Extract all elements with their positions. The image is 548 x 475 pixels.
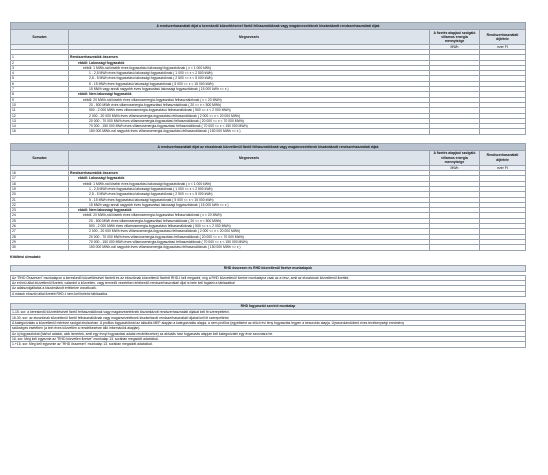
row-label: 2,5 - 5 MWh éves fogyasztású lakossági fogyasztóknak ( 2 500 <= x < 5 000 kWh)	[69, 76, 430, 81]
explanation-label: Kitöltési útmutató	[10, 254, 41, 259]
row-label: 500 - 2 000 MWh éves villamosenergia-fogyasztású felhasználóknak ( 500 <= x < 2 000 MWh)	[69, 108, 430, 113]
row-number: 7	[11, 87, 69, 92]
rhd-table-via-trader	[10, 22, 526, 135]
row-label: 150 000 MWh-nál nagyobb éves villamosenergia-fogyasztású felhasználóknak ( 150 000 MWh <= x )	[69, 245, 430, 250]
notes-body	[11, 310, 526, 348]
row-label: 15 MWh vagy annál nagyobb éves fogyasztású lakossági fogyasztóknak ( 15 000 kWh <= x )	[69, 87, 430, 92]
note-text: A mások elosztói által fizetett RHD-t nem kell beletni táblázatba.	[11, 291, 526, 296]
col-header-megnevezes: Megnevezés	[69, 30, 430, 45]
row-number: 13	[11, 118, 69, 123]
row-number: 4	[11, 71, 69, 76]
row-label: ebből: Nem lakossági fogyasztók	[69, 208, 430, 213]
table-row	[11, 245, 526, 250]
note-text: 1.+16. sor: Meg kell egyeznie az "RHD összesen" munkalap 13. sorában megadott adatokkal.	[11, 342, 526, 347]
notes-table-consumer	[10, 303, 526, 348]
table-title-row	[11, 143, 526, 150]
col-header-dijtetel: Rendszerhasználati díjtétele	[480, 30, 526, 45]
row-number: 11	[11, 108, 69, 113]
col-header-mennyiseg: A fizetés alapjául szolgáló villamos energia mennyisége	[429, 150, 479, 165]
row-number: 30	[11, 245, 69, 250]
table-header-row	[11, 30, 526, 45]
row-label: 500 - 2 000 MWh éves villamosenergia-fogyasztású felhasználóknak ( 500 <= x < 2 000 MWh)	[69, 224, 430, 229]
row-label: 2 000 - 20 000 MWh éves villamosenergia-fogyasztású felhasználóknak ( 2 000 <= x < 20 000 MWh)	[69, 229, 430, 234]
row-number: 12	[11, 113, 69, 118]
row-label: 2,5 - 5 MWh éves fogyasztású lakossági fogyasztóknak ( 2 500 <= x < 5 000 kWh)	[69, 192, 430, 197]
row-label: 70 000 - 150 000 MWh éves villamosenergia-fogyasztású felhasználóknak ( 70 000 <= x < 150 000 MWh)	[69, 239, 430, 244]
row-number: 29	[11, 239, 69, 244]
row-label: 20 000 - 70 000 MWh éves villamosenergia-fogyasztású felhasználóknak ( 20 000 <= x < 70 000 MWh)	[69, 118, 430, 123]
row-label: 15 MWh vagy annál nagyobb éves fogyasztású lakossági fogyasztóknak ( 15 000 kWh <= x )	[69, 202, 430, 207]
row-label: 5 - 15 MWh éves fogyasztású lakossági fogyasztóknak ( 5 000 <= x < 15 000 kWh)	[69, 81, 430, 86]
row-label: ebből: 20 MWh-nál kisebb éves villamosenergia-fogyasztású felhasználóknak ( x < 20 MWh)	[69, 213, 430, 218]
col-header-sorszam: Sorszám	[11, 150, 69, 165]
row-number: 20	[11, 192, 69, 197]
row-number: 10	[11, 102, 69, 107]
note-text: A kategorizálás a közvetlenül mérésre szolgál elsősorban. A profilos fogyasztóknál az aktuális MEF alapján a kategorizálás alapja, a nem profilos (egyébként az előző évi tény fogyasztás legyen a besorolás alapja. Újrasorolandóként éves tevékenységi eredmény	[11, 320, 526, 325]
note-text: Az "RHD Összesen" munkalapon a kereskedő közvetítésével fizetett és az elosztónak közvetlenül fizetett RHD-t kell megadni, míg a RHD közvetlenül fizetve munkalapra csak az a rész, amit az elosztónak közvetlenül fizettek.	[11, 275, 526, 280]
cell-mennyiseg[interactable]	[430, 129, 480, 134]
row-label: 5 - 15 MWh éves fogyasztású lakossági fogyasztóknak ( 5 000 <= x < 15 000 kWh)	[69, 197, 430, 202]
row-label: 150 000 MWh-nál nagyobb éves villamosenergia-fogyasztású felhasználóknak ( 150 000 MWh <= x )	[69, 129, 430, 134]
row-label: ebből: Lakossági fogyasztók	[69, 60, 430, 65]
col-header-sorszam: Sorszám	[11, 30, 69, 45]
rhd-table-direct	[10, 143, 526, 251]
unit-mwh: MWh	[429, 165, 479, 170]
table-title-row	[11, 23, 526, 30]
col-header-mennyiseg: A fizetés alapjául szolgáló villamos energia mennyisége	[430, 30, 480, 45]
notes-title: RHD fogyasztói szerinti munkalap	[11, 304, 526, 310]
note-text: 1-15. sor: a kereskedő közvetítésével fizető felhasználóknak vagy magánvezetéknek kiszámlázott rendszerhasználati díjakat kell itt szerepeltetni.	[11, 310, 526, 315]
notes-body	[11, 275, 526, 297]
row-label: 20 - 500 MWh éves villamosenergia-fogyasztású felhasználóknak ( 20 <= x < 500 MWh)	[69, 218, 430, 223]
note-text: Az adatszolgáltatás a kiszámlázott értékekre vonatkozik.	[11, 286, 526, 291]
table-body	[11, 171, 526, 250]
row-label: 20 000 - 70 000 MWh éves villamosenergia-fogyasztású felhasználóknak ( 20 000 <= x < 70 000 MWh)	[69, 234, 430, 239]
table-title: A rendszerhasználati díjat az elosztónak közvetlenül fizető felhasználóknak vagy magánvezetéknek kiszámlázott rendszerhasználati díjak	[11, 143, 526, 150]
row-number: 15	[11, 129, 69, 134]
row-label: ebből: Nem lakossági fogyasztók	[69, 92, 430, 97]
table-body	[11, 55, 526, 134]
row-number: 3	[11, 65, 69, 70]
note-text: Az erőmű által közvetlenül fizetett, valamint a közvetlen, vagy termelői vezetéken értékesítő rendszerhasználati díjat is bele kell foglalni a táblázatba!	[11, 280, 526, 285]
row-number: 14	[11, 124, 69, 129]
notes-title: RHD összesen és RHD közvetlenül fizetve munkalapok	[11, 265, 526, 271]
row-number: 24	[11, 213, 69, 218]
row-label: Rendszerhasználók összesen	[69, 171, 430, 176]
notes-table-summary	[10, 265, 526, 298]
row-label: 1 - 2,5 MWh éves fogyasztású lakossági fogyasztóknak ( 1 000 <= x < 2 500 kWh)	[69, 71, 430, 76]
unit-ezer-ft: ezer Ft	[480, 45, 526, 50]
row-number: 27	[11, 229, 69, 234]
row-number: 5	[11, 76, 69, 81]
col-header-dijtetel: Rendszerhasználati díjtétele	[479, 150, 525, 165]
row-number: 19	[11, 186, 69, 191]
row-label: ebből: 1 MWh-nál kisebb éves fogyasztású lakossági fogyasztóknak ( x < 1 000 kWh)	[69, 181, 430, 186]
row-label: 2 000 - 20 000 MWh éves villamosenergia-fogyasztású felhasználóknak ( 2 000 <= x < 20 000 MWh)	[69, 113, 430, 118]
row-label: ebből: 1 MWh-nál kisebb éves fogyasztású lakossági fogyasztóknak ( x < 1 000 kWh)	[69, 65, 430, 70]
row-number: 26	[11, 224, 69, 229]
row-label: 20 - 500 MWh éves villamosenergia-fogyasztású felhasználóknak ( 20 <= x < 500 MWh)	[69, 102, 430, 107]
spreadsheet-sheet	[10, 22, 540, 348]
note-text: 16-30. sor: az elosztónak közvetlenül fizető felhasználóknak vagy magánvezetéknek kiszámlázott rendszerhasználati díjakat kell itt szerepeltetni.	[11, 315, 526, 320]
row-number: 28	[11, 234, 69, 239]
note-line	[11, 291, 526, 296]
cell-dijtetel[interactable]	[480, 129, 526, 134]
row-number: 8	[11, 92, 69, 97]
row-number: 16	[11, 171, 69, 176]
note-text: Az új fogyasztókat (bárhol adatok, akik ismertek, amit egy évnyi fogyasztási adatai rendelkezésre) az aktuális havi fogyasztás alapján kell kategorizálni egy évre szorzásra be.	[11, 331, 526, 336]
row-number: 17	[11, 176, 69, 181]
row-label: Rendszerhasználók összesen	[69, 55, 430, 60]
row-label: ebből: Lakossági fogyasztók	[69, 176, 430, 181]
unit-mwh: MWh	[430, 45, 480, 50]
row-number: 18	[11, 181, 69, 186]
row-number: 2	[11, 60, 69, 65]
table-title: A rendszerhasználati díjat a kereskedő közvetítésével fizető felhasználóknak vagy magánvezetéknek kiszámlázott rendszerhasználati díjak	[11, 23, 526, 30]
cell-dijtetel[interactable]	[479, 245, 525, 250]
row-number: 22	[11, 202, 69, 207]
table-row	[11, 129, 526, 134]
col-header-megnevezes: Megnevezés	[69, 150, 430, 165]
row-number: 1	[11, 55, 69, 60]
row-number: 6	[11, 81, 69, 86]
row-label: ebből: 20 MWh-nál kisebb éves villamosenergia-fogyasztású felhasználóknak ( x < 20 MWh)	[69, 97, 430, 102]
row-label: 1 - 2,5 MWh éves fogyasztású lakossági fogyasztóknak ( 1 000 <= x < 2 500 kWh)	[69, 186, 430, 191]
note-line	[11, 342, 526, 347]
row-number: 9	[11, 97, 69, 102]
row-label: 70 000 - 150 000 MWh éves villamosenergia-fogyasztású felhasználóknak ( 70 000 <= x < 150 000 MWh)	[69, 124, 430, 129]
row-number: 25	[11, 218, 69, 223]
note-text: szükséges esetében (a leírt éves közvetlen a rendelkezésre álló információk alapján).	[11, 326, 526, 331]
row-number: 21	[11, 197, 69, 202]
table-header-row	[11, 150, 526, 165]
row-number: 23	[11, 208, 69, 213]
unit-ezer-ft: ezer Ft	[479, 165, 525, 170]
note-text: 16. sor: Meg kell egyeznie az "RHD közvetlen fizetve" munkalap 13. sorában megadott adatokkal.	[11, 337, 526, 342]
cell-mennyiseg[interactable]	[429, 245, 479, 250]
